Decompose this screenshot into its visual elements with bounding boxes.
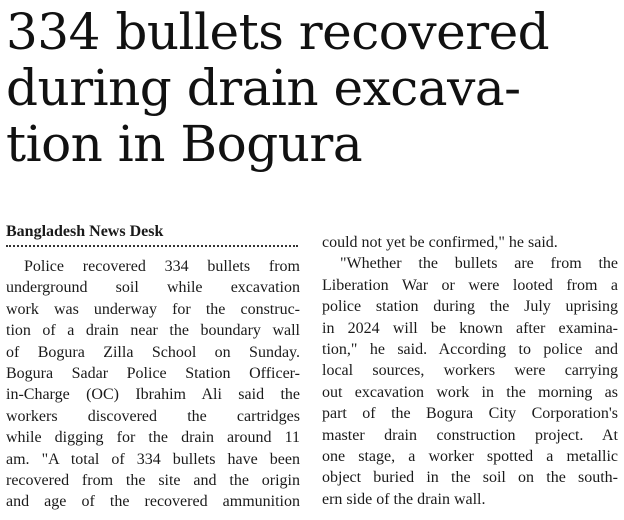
- body-line: underground soil while excavation: [6, 279, 300, 297]
- body-line: in-Charge (OC) Ibrahim Ali said the: [6, 386, 300, 404]
- byline-dotted-rule: [6, 245, 298, 247]
- body-line: "Whether the bullets are from the: [340, 255, 618, 273]
- body-line: Bogura Sadar Police Station Officer-: [6, 364, 300, 382]
- body-line: am. "A total of 334 bullets have been: [6, 450, 300, 468]
- body-line: workers discovered the cartridges: [6, 407, 300, 425]
- body-line: ern side of the drain wall.: [322, 490, 486, 508]
- body-line: police station during the July uprising: [322, 298, 618, 316]
- body-line: could not yet be confirmed," he said.: [322, 234, 558, 251]
- body-line: tion of a drain near the boundary wall: [6, 322, 300, 340]
- headline-line: tion in Bogura: [6, 115, 363, 173]
- body-line: in 2024 will be known after examina-: [322, 319, 618, 337]
- body-line: Police recovered 334 bullets from: [24, 258, 300, 275]
- byline: Bangladesh News Desk: [6, 223, 164, 240]
- body-line: Liberation War or were looted from a: [322, 276, 618, 294]
- body-line: recovered from the site and the origin: [6, 471, 300, 489]
- article-column-left: [6, 256, 300, 513]
- body-line: tion," he said. According to police and: [322, 340, 618, 358]
- body-line: and age of the recovered ammunition: [6, 493, 300, 511]
- headline-line: during drain excava-: [6, 59, 521, 117]
- body-line: out excavation work in the morning as: [322, 383, 618, 401]
- body-line: work was underway for the construc-: [6, 300, 300, 318]
- body-line: one stage, a worker spotted a metallic: [322, 447, 618, 465]
- body-line: part of the Bogura City Corporation's: [322, 405, 618, 423]
- body-line: master drain construction project. At: [322, 426, 618, 444]
- body-line: object buried in the soil on the south-: [322, 469, 618, 487]
- headline-line: 334 bullets recovered: [6, 3, 550, 61]
- article-column-right: [322, 232, 618, 510]
- body-line: while digging for the drain around 11: [6, 429, 300, 447]
- body-line: of Bogura Zilla School on Sunday.: [6, 343, 300, 361]
- body-line: local sources, workers were carrying: [322, 362, 618, 380]
- headline: [6, 4, 618, 172]
